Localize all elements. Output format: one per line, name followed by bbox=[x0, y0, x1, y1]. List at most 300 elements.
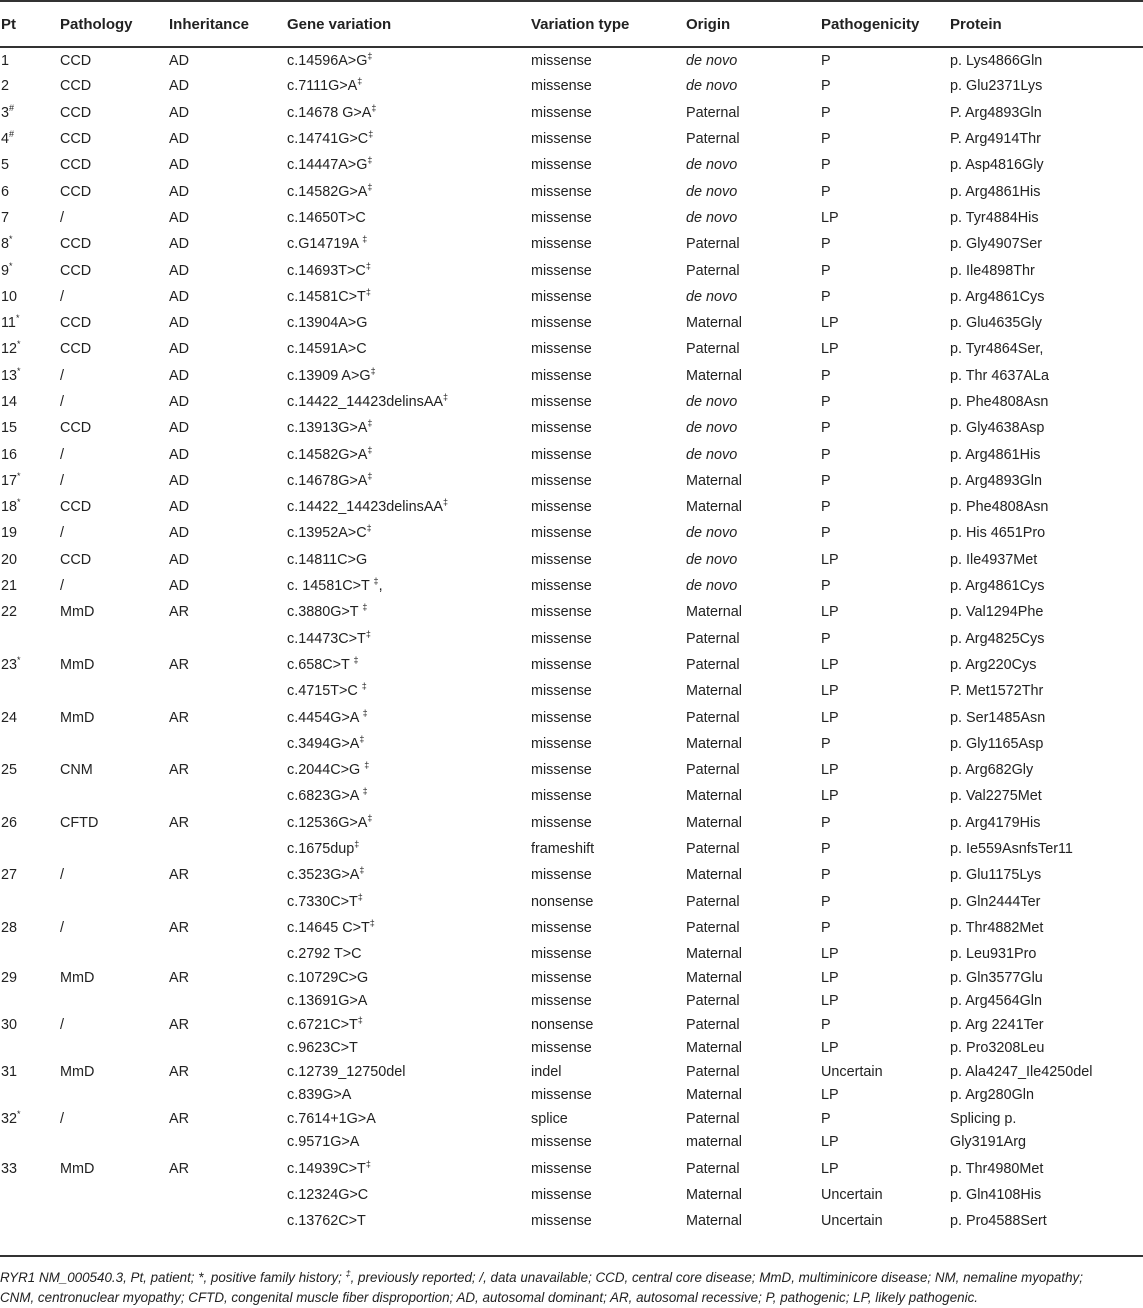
cell-pt-text: 26 bbox=[1, 814, 18, 831]
table-row bbox=[0, 573, 1143, 599]
cell-gene-variation-text: c.14596A>G bbox=[287, 52, 368, 69]
cell-pathogenicity bbox=[820, 967, 949, 988]
cell-inheritance bbox=[168, 1129, 286, 1155]
cell-gene-variation-sup: ‡ bbox=[367, 418, 373, 429]
cell-gene-variation bbox=[286, 468, 530, 494]
table-row bbox=[0, 1035, 1143, 1061]
table-header-row bbox=[0, 1, 1143, 47]
cell-pathology bbox=[59, 862, 168, 888]
cell-inheritance-text: AR bbox=[169, 709, 189, 726]
cell-protein-text: p. Arg4893Gln bbox=[950, 472, 1043, 489]
cell-variation-type bbox=[530, 836, 685, 862]
cell-pathology-text: / bbox=[60, 919, 64, 936]
cell-variation-type bbox=[530, 468, 685, 494]
cell-protein bbox=[949, 967, 1143, 988]
cell-pathogenicity bbox=[820, 731, 949, 757]
cell-pathology bbox=[59, 47, 168, 73]
cell-pt bbox=[0, 1155, 59, 1181]
cell-pathology bbox=[59, 1155, 168, 1181]
cell-inheritance-text: AD bbox=[169, 262, 189, 279]
table-row bbox=[0, 389, 1143, 415]
cell-gene-variation bbox=[286, 284, 530, 310]
cell-inheritance bbox=[168, 988, 286, 1014]
cell-variation-type-text: missense bbox=[531, 209, 592, 226]
cell-pathogenicity bbox=[820, 678, 949, 704]
cell-pathology bbox=[59, 73, 168, 99]
cell-protein-text: p. Arg4564Gln bbox=[950, 993, 1043, 1010]
cell-protein-text: p. Arg220Cys bbox=[950, 656, 1037, 673]
cell-pathology-text: CCD bbox=[60, 262, 92, 279]
cell-pt-text: 12 bbox=[1, 341, 18, 358]
cell-pt-text: 33 bbox=[1, 1160, 18, 1177]
cell-inheritance-text: AR bbox=[169, 762, 189, 779]
cell-pathogenicity bbox=[820, 573, 949, 599]
cell-gene-variation-text: c.7111G>A bbox=[287, 78, 358, 95]
cell-inheritance bbox=[168, 547, 286, 573]
cell-origin bbox=[685, 494, 820, 520]
table-row bbox=[0, 415, 1143, 441]
cell-protein bbox=[949, 126, 1143, 152]
cell-pathology bbox=[59, 889, 168, 915]
cell-inheritance bbox=[168, 468, 286, 494]
cell-pt bbox=[0, 126, 59, 152]
cell-pathogenicity bbox=[820, 626, 949, 652]
cell-pathology bbox=[59, 1061, 168, 1082]
table-row bbox=[0, 257, 1143, 283]
cell-gene-variation bbox=[286, 678, 530, 704]
cell-variation-type-text: missense bbox=[531, 969, 592, 986]
cell-gene-variation-sup: ‡ bbox=[369, 918, 375, 929]
cell-protein bbox=[949, 652, 1143, 678]
cell-pathology-text: MmD bbox=[60, 656, 95, 673]
cell-gene-variation-text: c.14581C>T bbox=[287, 288, 366, 305]
cell-gene-variation bbox=[286, 783, 530, 809]
cell-inheritance-text: AD bbox=[169, 551, 189, 568]
cell-origin-text: Paternal bbox=[686, 893, 740, 910]
cell-protein-text: p. Glu1175Lys bbox=[950, 867, 1042, 884]
cell-gene-variation-text: c.14678G>A bbox=[287, 472, 368, 489]
cell-origin-text: Paternal bbox=[686, 709, 740, 726]
cell-inheritance-text: AD bbox=[169, 183, 189, 200]
cell-origin bbox=[685, 47, 820, 73]
cell-gene-variation bbox=[286, 810, 530, 836]
cell-inheritance bbox=[168, 284, 286, 310]
cell-origin bbox=[685, 415, 820, 441]
cell-pathogenicity bbox=[820, 915, 949, 941]
cell-inheritance-text: AD bbox=[169, 315, 189, 332]
cell-origin-text: Maternal bbox=[686, 1087, 742, 1104]
cell-inheritance bbox=[168, 652, 286, 678]
cell-pathogenicity bbox=[820, 178, 949, 204]
cell-protein-text: p. Ile4898Thr bbox=[950, 262, 1035, 279]
cell-variation-type bbox=[530, 988, 685, 1014]
cell-pathogenicity-text: LP bbox=[821, 341, 839, 358]
cell-pathology bbox=[59, 178, 168, 204]
cell-pathogenicity-text: P bbox=[821, 841, 831, 858]
cell-gene-variation-text: , bbox=[378, 578, 383, 595]
cell-origin bbox=[685, 941, 820, 967]
cell-gene-variation-sup: ‡ bbox=[367, 155, 373, 166]
cell-variation-type-text: missense bbox=[531, 104, 592, 121]
cell-variation-type bbox=[530, 783, 685, 809]
cell-variation-type-text: nonsense bbox=[531, 1016, 594, 1033]
cell-origin bbox=[685, 547, 820, 573]
cell-pathology bbox=[59, 573, 168, 599]
cell-pathogenicity-text: P bbox=[821, 420, 831, 437]
cell-protein-text: p. Gly4907Ser bbox=[950, 236, 1042, 253]
table-row bbox=[0, 547, 1143, 573]
table-row bbox=[0, 1129, 1143, 1155]
cell-gene-variation-sup: ‡ bbox=[371, 102, 377, 113]
table-row bbox=[0, 810, 1143, 836]
cell-gene-variation bbox=[286, 415, 530, 441]
cell-origin bbox=[685, 178, 820, 204]
cell-pathogenicity bbox=[820, 257, 949, 283]
cell-pathology-text: CCD bbox=[60, 52, 92, 69]
col-header-pathogenicity: Pathogenicity bbox=[820, 1, 949, 47]
cell-pt-text: 32 bbox=[1, 1110, 18, 1127]
cell-gene-variation-sup: ‡ bbox=[366, 523, 372, 534]
cell-variation-type bbox=[530, 363, 685, 389]
cell-pt-sup: * bbox=[17, 339, 21, 350]
cell-protein-text: p. Ala4247_Ile4250del bbox=[950, 1063, 1093, 1080]
cell-protein bbox=[949, 757, 1143, 783]
cell-gene-variation-sup: ‡ bbox=[370, 365, 376, 376]
cell-pathogenicity-text: LP bbox=[821, 709, 839, 726]
cell-pathogenicity-text: P bbox=[821, 236, 831, 253]
cell-gene-variation-text: c.13904A>G bbox=[287, 315, 368, 332]
cell-protein bbox=[949, 178, 1143, 204]
cell-origin-text: Maternal bbox=[686, 735, 742, 752]
cell-gene-variation-sup: ‡ bbox=[367, 471, 373, 482]
cell-pt-text: 11 bbox=[1, 315, 16, 332]
cell-pt bbox=[0, 1208, 59, 1234]
cell-variation-type-text: missense bbox=[531, 630, 592, 647]
cell-pathogenicity bbox=[820, 231, 949, 257]
cell-origin bbox=[685, 152, 820, 178]
cell-variation-type bbox=[530, 1014, 685, 1035]
cell-variation-type-text: missense bbox=[531, 52, 592, 69]
cell-inheritance-text: AD bbox=[169, 131, 189, 148]
table-row bbox=[0, 731, 1143, 757]
cell-inheritance-text: AR bbox=[169, 969, 189, 986]
cell-protein-text: p. Gly1165Asp bbox=[950, 735, 1044, 752]
cell-pt bbox=[0, 889, 59, 915]
cell-protein-text: p. Tyr4884His bbox=[950, 209, 1039, 226]
cell-pathology bbox=[59, 1182, 168, 1208]
cell-pt bbox=[0, 441, 59, 467]
cell-pathogenicity bbox=[820, 941, 949, 967]
cell-pathology bbox=[59, 441, 168, 467]
table-row bbox=[0, 678, 1143, 704]
cell-origin-text: de novo bbox=[686, 157, 738, 174]
cell-origin bbox=[685, 652, 820, 678]
cell-inheritance bbox=[168, 494, 286, 520]
cell-origin bbox=[685, 783, 820, 809]
cell-pt bbox=[0, 862, 59, 888]
cell-pt-text: 24 bbox=[1, 709, 18, 726]
cell-variation-type-text: missense bbox=[531, 788, 592, 805]
cell-gene-variation-text: c.14422_14423delinsAA bbox=[287, 499, 444, 516]
cell-pt-text: 28 bbox=[1, 919, 18, 936]
cell-pt bbox=[0, 336, 59, 362]
cell-pt-text: 15 bbox=[1, 420, 18, 437]
cell-variation-type bbox=[530, 1035, 685, 1061]
cell-pathogenicity bbox=[820, 599, 949, 625]
cell-protein-text: p. Pro4588Sert bbox=[950, 1213, 1047, 1230]
cell-gene-variation-sup: ‡ bbox=[367, 444, 373, 455]
cell-inheritance bbox=[168, 704, 286, 730]
cell-origin-text: Maternal bbox=[686, 499, 742, 516]
cell-gene-variation bbox=[286, 704, 530, 730]
table-row bbox=[0, 988, 1143, 1014]
cell-pathogenicity-text: P bbox=[821, 446, 831, 463]
cell-variation-type-text: missense bbox=[531, 315, 592, 332]
cell-origin-text: Paternal bbox=[686, 104, 740, 121]
cell-gene-variation bbox=[286, 257, 530, 283]
cell-gene-variation bbox=[286, 1035, 530, 1061]
cell-gene-variation-text: c.14645 C>T bbox=[287, 919, 370, 936]
cell-gene-variation bbox=[286, 152, 530, 178]
cell-variation-type bbox=[530, 1182, 685, 1208]
cell-pt bbox=[0, 810, 59, 836]
cell-pathogenicity-text: P bbox=[821, 157, 831, 174]
cell-origin-text: Maternal bbox=[686, 472, 742, 489]
cell-origin-text: maternal bbox=[686, 1134, 742, 1151]
cell-pt-text: 7 bbox=[1, 209, 10, 226]
cell-origin bbox=[685, 1208, 820, 1234]
cell-pt-sup: * bbox=[17, 471, 21, 482]
cell-gene-variation-sup: ‡ bbox=[361, 681, 367, 692]
cell-protein bbox=[949, 941, 1143, 967]
cell-pathology bbox=[59, 967, 168, 988]
cell-protein-text: P. Arg4893Gln bbox=[950, 104, 1042, 121]
cell-pathogenicity bbox=[820, 547, 949, 573]
cell-pathogenicity-text: LP bbox=[821, 604, 839, 621]
cell-gene-variation-text: c.2792 T>C bbox=[287, 946, 362, 963]
cell-pathology bbox=[59, 626, 168, 652]
table-row bbox=[0, 889, 1143, 915]
cell-pt bbox=[0, 231, 59, 257]
cell-protein bbox=[949, 626, 1143, 652]
cell-variation-type bbox=[530, 1208, 685, 1234]
cell-origin bbox=[685, 1061, 820, 1082]
col-header-pathology: Pathology bbox=[59, 1, 168, 47]
cell-pathogenicity bbox=[820, 836, 949, 862]
table-row bbox=[0, 100, 1143, 126]
cell-origin-text: Maternal bbox=[686, 1186, 742, 1203]
col-header-gene-variation: Gene variation bbox=[286, 1, 530, 47]
cell-variation-type-text: missense bbox=[531, 683, 592, 700]
cell-protein bbox=[949, 1108, 1143, 1129]
cell-pathogenicity-text: P bbox=[821, 394, 831, 410]
cell-variation-type-text: missense bbox=[531, 183, 592, 200]
table-row bbox=[0, 73, 1143, 99]
cell-gene-variation-sup: ‡ bbox=[367, 50, 373, 61]
cell-variation-type-text: missense bbox=[531, 341, 592, 358]
cell-gene-variation-sup: ‡ bbox=[443, 392, 449, 403]
cell-protein-text: P. Met1572Thr bbox=[950, 683, 1044, 700]
cell-inheritance-text: AD bbox=[169, 104, 189, 121]
cell-pathology-text: CCD bbox=[60, 131, 92, 148]
cell-pt bbox=[0, 73, 59, 99]
cell-variation-type-text: missense bbox=[531, 656, 592, 673]
cell-gene-variation-text: c.G14719A bbox=[287, 236, 363, 253]
cell-inheritance bbox=[168, 941, 286, 967]
cell-protein-text: p. Ie559AsnfsTer11 bbox=[950, 841, 1073, 858]
cell-pathogenicity-text: P bbox=[821, 578, 831, 595]
cell-variation-type-text: missense bbox=[531, 288, 592, 305]
cell-pathogenicity bbox=[820, 704, 949, 730]
cell-protein-text: p. Thr4980Met bbox=[950, 1160, 1044, 1177]
cell-gene-variation-text: c.14650T>C bbox=[287, 209, 366, 226]
cell-protein bbox=[949, 889, 1143, 915]
cell-variation-type-text: missense bbox=[531, 867, 592, 884]
cell-gene-variation bbox=[286, 1014, 530, 1035]
cell-origin-text: de novo bbox=[686, 288, 738, 305]
cell-inheritance bbox=[168, 1061, 286, 1082]
cell-gene-variation bbox=[286, 100, 530, 126]
cell-origin-text: Paternal bbox=[686, 762, 740, 779]
cell-gene-variation-text: c.12324G>C bbox=[287, 1186, 369, 1203]
cell-pt bbox=[0, 836, 59, 862]
cell-pathology-text: MmD bbox=[60, 1063, 95, 1080]
cell-variation-type bbox=[530, 257, 685, 283]
cell-gene-variation bbox=[286, 310, 530, 336]
cell-origin-text: Paternal bbox=[686, 1160, 740, 1177]
cell-gene-variation bbox=[286, 757, 530, 783]
cell-variation-type-text: indel bbox=[531, 1063, 562, 1080]
cell-pathogenicity bbox=[820, 862, 949, 888]
cell-protein bbox=[949, 731, 1143, 757]
cell-variation-type bbox=[530, 731, 685, 757]
cell-origin-text: Maternal bbox=[686, 1213, 742, 1230]
cell-gene-variation-text: c.2044C>G bbox=[287, 762, 365, 779]
cell-pt bbox=[0, 988, 59, 1014]
cell-pt-text: 16 bbox=[1, 446, 18, 463]
cell-origin bbox=[685, 520, 820, 546]
col-header-inheritance: Inheritance bbox=[168, 1, 286, 47]
cell-variation-type-text: missense bbox=[531, 604, 592, 621]
cell-pathogenicity-text: P bbox=[821, 1016, 831, 1033]
cell-pathogenicity-text: P bbox=[821, 630, 831, 647]
cell-protein-text: p. Arg4861His bbox=[950, 183, 1041, 200]
cell-protein bbox=[949, 810, 1143, 836]
cell-inheritance bbox=[168, 599, 286, 625]
cell-inheritance bbox=[168, 967, 286, 988]
cell-pathogenicity bbox=[820, 652, 949, 678]
cell-pathogenicity bbox=[820, 205, 949, 231]
cell-variation-type bbox=[530, 678, 685, 704]
cell-origin-text: Maternal bbox=[686, 814, 742, 831]
cell-protein-text: Splicing p. bbox=[950, 1110, 1017, 1127]
cell-pathogenicity-text: P bbox=[821, 367, 831, 384]
cell-variation-type bbox=[530, 915, 685, 941]
cell-pathology bbox=[59, 678, 168, 704]
cell-protein bbox=[949, 836, 1143, 862]
cell-origin bbox=[685, 836, 820, 862]
cell-pt bbox=[0, 757, 59, 783]
cell-gene-variation-sup: ‡ bbox=[367, 812, 373, 823]
cell-origin bbox=[685, 810, 820, 836]
cell-pt bbox=[0, 47, 59, 73]
cell-gene-variation-text: c.14693T>C bbox=[287, 262, 366, 279]
cell-variation-type-text: missense bbox=[531, 367, 592, 384]
cell-protein-text: p. Ile4937Met bbox=[950, 551, 1038, 568]
cell-pt bbox=[0, 415, 59, 441]
cell-origin bbox=[685, 704, 820, 730]
cell-pathology bbox=[59, 757, 168, 783]
cell-protein bbox=[949, 1155, 1143, 1181]
cell-pathogenicity-text: LP bbox=[821, 969, 839, 986]
cell-inheritance bbox=[168, 100, 286, 126]
cell-inheritance bbox=[168, 389, 286, 415]
cell-gene-variation-text: c.6721C>T bbox=[287, 1016, 358, 1033]
cell-pt-sup: * bbox=[17, 655, 21, 666]
cell-pt-text: 17 bbox=[1, 472, 18, 489]
table-row bbox=[0, 757, 1143, 783]
cell-pathogenicity-text: LP bbox=[821, 315, 839, 332]
cell-gene-variation-text: c.14939C>T bbox=[287, 1160, 366, 1177]
cell-pathology-text: CCD bbox=[60, 341, 92, 358]
cell-variation-type-text: missense bbox=[531, 735, 592, 752]
cell-protein-text: p. Arg4861Cys bbox=[950, 578, 1045, 595]
cell-pathogenicity-text: LP bbox=[821, 551, 839, 568]
cell-variation-type bbox=[530, 626, 685, 652]
cell-pathogenicity-text: LP bbox=[821, 788, 839, 805]
cell-variation-type bbox=[530, 415, 685, 441]
cell-inheritance bbox=[168, 415, 286, 441]
cell-origin bbox=[685, 915, 820, 941]
cell-origin-text: Paternal bbox=[686, 993, 740, 1010]
cell-gene-variation-text: c.13762C>T bbox=[287, 1213, 366, 1230]
cell-pathology bbox=[59, 363, 168, 389]
cell-pt bbox=[0, 468, 59, 494]
cell-pathology bbox=[59, 941, 168, 967]
cell-pathogenicity-text: P bbox=[821, 814, 831, 831]
cell-protein bbox=[949, 415, 1143, 441]
cell-protein bbox=[949, 988, 1143, 1014]
cell-gene-variation bbox=[286, 573, 530, 599]
cell-pathogenicity bbox=[820, 152, 949, 178]
cell-pathogenicity-text: P bbox=[821, 104, 831, 121]
cell-pathology-text: / bbox=[60, 578, 64, 595]
cell-gene-variation-text: c.7614+1G>A bbox=[287, 1110, 376, 1127]
cell-protein bbox=[949, 231, 1143, 257]
cell-pt-text: 27 bbox=[1, 867, 18, 884]
cell-pt-text: 4 bbox=[1, 131, 10, 148]
cell-variation-type-text: missense bbox=[531, 525, 592, 542]
cell-protein bbox=[949, 1082, 1143, 1108]
cell-gene-variation bbox=[286, 494, 530, 520]
table-row bbox=[0, 652, 1143, 678]
cell-gene-variation bbox=[286, 941, 530, 967]
cell-protein-text: p. Val1294Phe bbox=[950, 604, 1044, 621]
cell-origin-text: Paternal bbox=[686, 841, 740, 858]
cell-protein-text: p. Gly4638Asp bbox=[950, 420, 1045, 437]
cell-inheritance-text: AD bbox=[169, 394, 189, 410]
cell-pt bbox=[0, 1108, 59, 1129]
cell-pt-sup: * bbox=[17, 365, 21, 376]
cell-pathogenicity-text: P bbox=[821, 131, 831, 148]
cell-variation-type bbox=[530, 862, 685, 888]
cell-pathogenicity bbox=[820, 126, 949, 152]
cell-origin bbox=[685, 757, 820, 783]
cell-pathogenicity-text: P bbox=[821, 52, 831, 69]
cell-inheritance bbox=[168, 626, 286, 652]
cell-variation-type bbox=[530, 100, 685, 126]
cell-pt-text: 1 bbox=[1, 52, 10, 69]
